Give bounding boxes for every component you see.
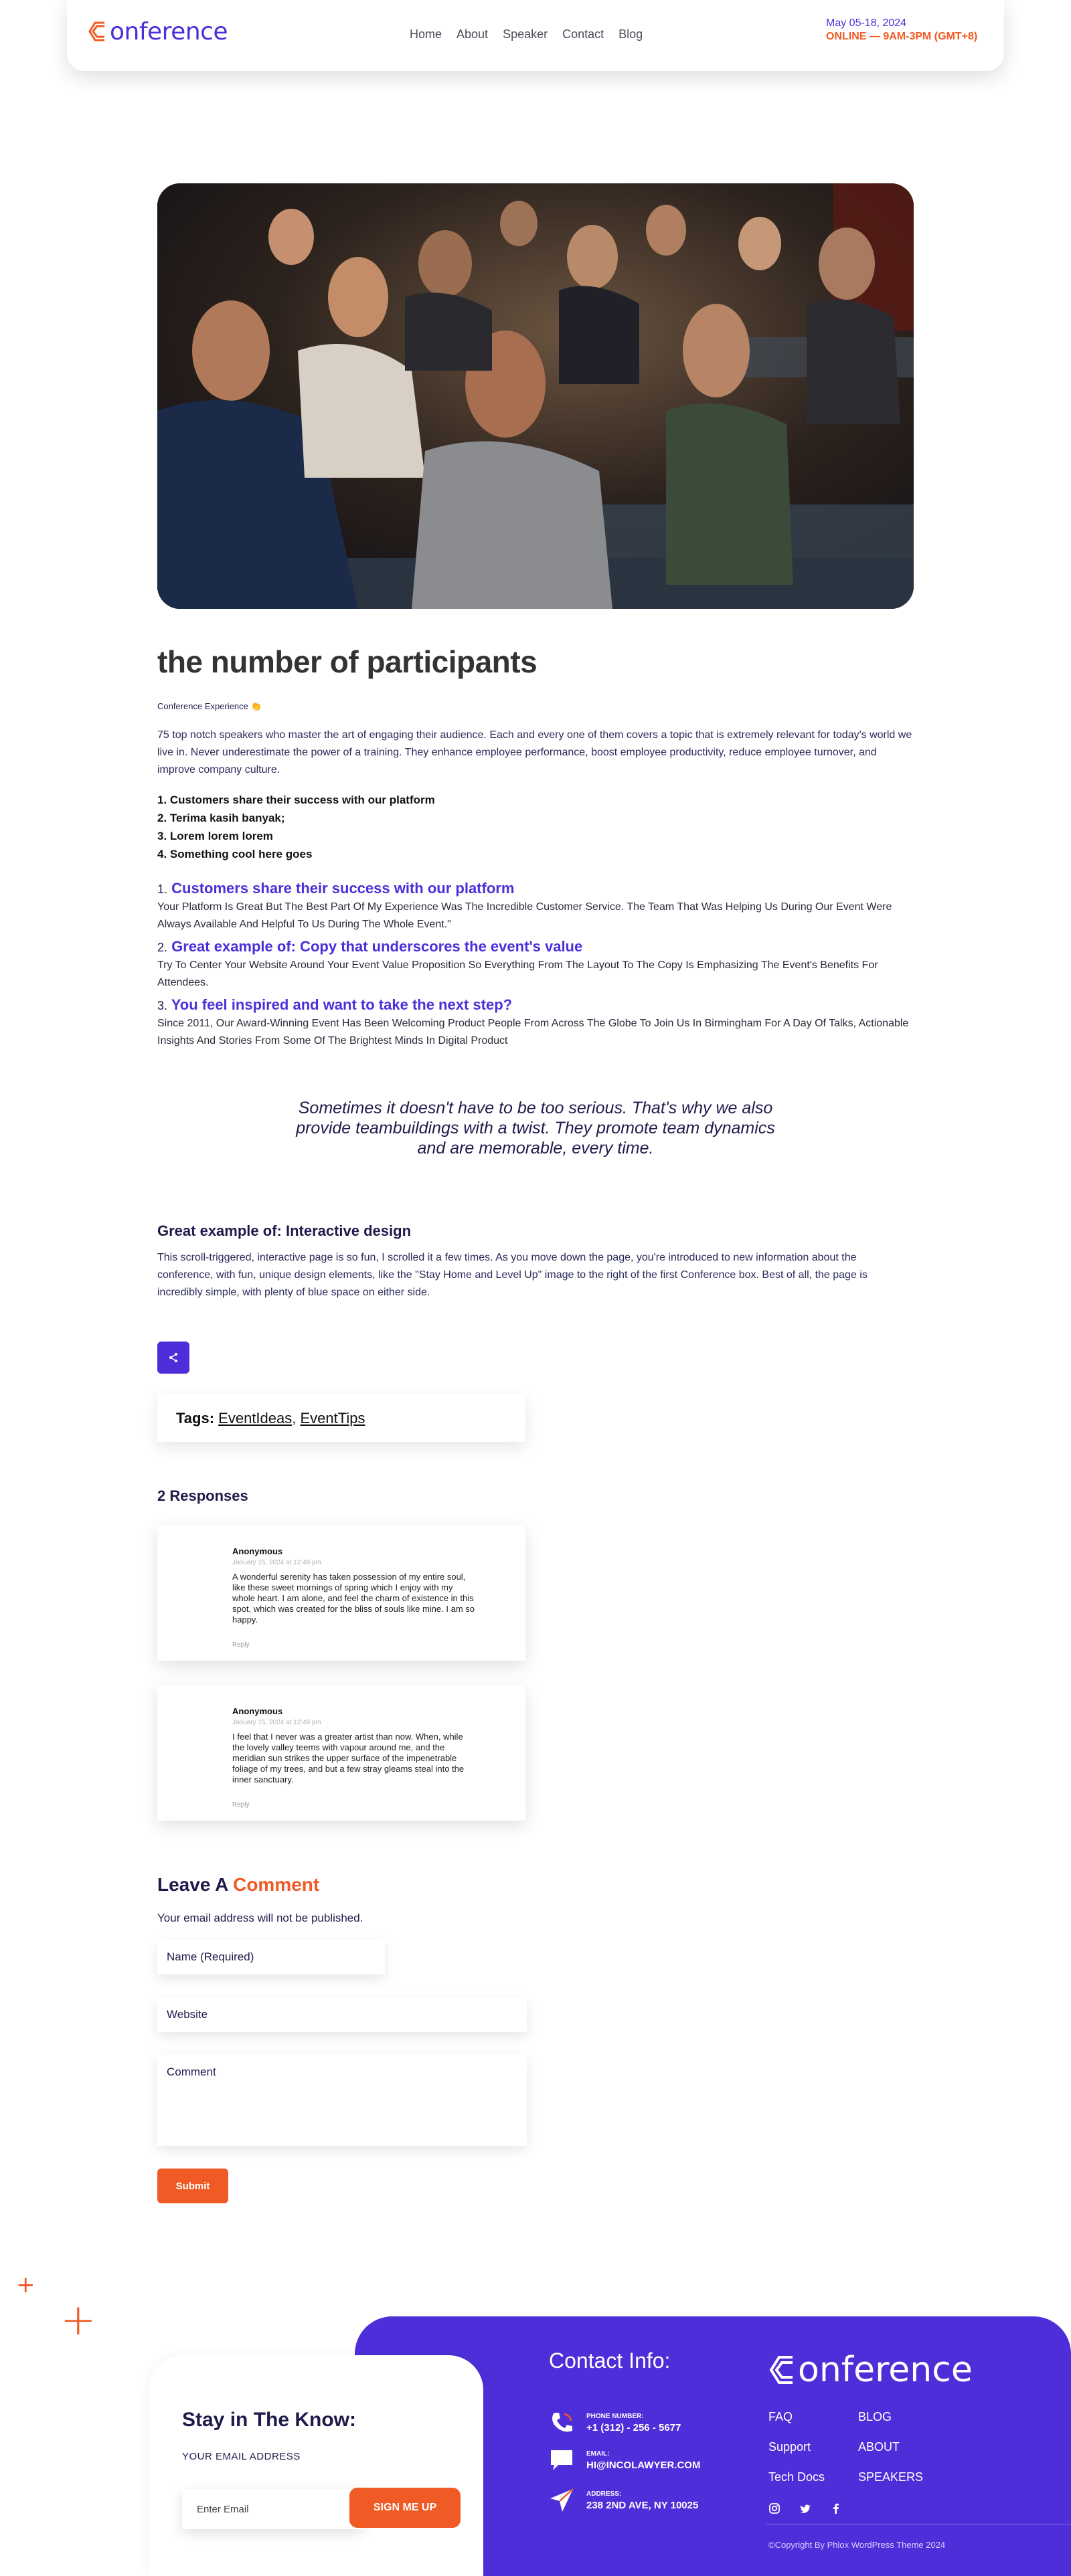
comment-textarea[interactable]: Comment	[157, 2055, 527, 2146]
leave-comment-prefix: Leave A	[157, 1874, 228, 1895]
reply-link[interactable]: Reply	[232, 1801, 250, 1809]
post-tags: Tags: EventIdeas, EventTips	[157, 1394, 525, 1442]
phone-icon	[549, 2410, 574, 2435]
subheading: Great example of: Interactive design	[157, 1222, 412, 1239]
footer-brand-name: onference	[798, 2350, 973, 2390]
reply-link[interactable]: Reply	[232, 1641, 250, 1649]
footer-link-about[interactable]: ABOUT	[858, 2440, 900, 2454]
contact-title: Contact Info:	[549, 2349, 671, 2373]
address-label: ADDRESS:	[586, 2490, 622, 2498]
category-link[interactable]: Conference Experience	[157, 701, 248, 711]
social-links	[768, 2502, 842, 2514]
post-section	[157, 879, 914, 933]
contact-email	[549, 2448, 700, 2473]
audience-photo	[157, 183, 914, 609]
comment-author: Anonymous	[232, 1546, 283, 1556]
section-number: 2.	[157, 941, 168, 954]
logo-mark-icon	[86, 17, 108, 45]
section-title	[157, 937, 914, 957]
tag-link[interactable]: EventIdeas	[218, 1410, 293, 1427]
site-header	[67, 0, 1004, 71]
section-body: Your Platform Is Great But The Best Part Of My Experience Was The Incredible Customer Service. The Team That Was Helping Us During Our Event Were Always Available And Helpful To Us During The Whole Event."	[157, 901, 892, 930]
footer-link-blog[interactable]: BLOG	[858, 2410, 892, 2423]
comment-author: Anonymous	[232, 1706, 283, 1716]
nav-home[interactable]: Home	[410, 27, 442, 41]
section-heading: You feel inspired and want to take the next step?	[171, 996, 513, 1013]
list-item: 3. Lorem lorem lorem	[157, 830, 273, 842]
list-item: 2. Terima kasih banyak;	[157, 812, 285, 824]
newsletter-label: YOUR EMAIL ADDRESS	[182, 2451, 301, 2462]
footer-link-support[interactable]: Support	[768, 2440, 811, 2454]
twitter-icon[interactable]	[799, 2502, 811, 2514]
submit-button[interactable]: Submit	[157, 2169, 228, 2203]
plus-decor-icon: +	[60, 2296, 96, 2345]
post-title: the number of participants	[157, 644, 538, 679]
chat-icon	[549, 2448, 574, 2473]
section-body: Since 2011, Our Award-Winning Event Has Been Welcoming Product People From Across The Globe To Join Us In Birmingham For A Day Of Talks, Actionable Insights And Stories From Some Of The Brightest Minds In Digital Product	[157, 1018, 909, 1046]
post-body-2: This scroll-triggered, interactive page is so fun, I scrolled it a few times. As you move down the page, you're introduced to new information about the conference, with fun, unique design elements, like the "Stay Home and Level Up" image to the right of the first Conference box. Best of all, the page is incredibly simple, with plenty of blue space on either side.	[157, 1252, 868, 1298]
event-time: ONLINE — 9AM-3PM (GMT+8)	[826, 31, 978, 42]
footer-link-tech-docs[interactable]: Tech Docs	[768, 2470, 825, 2484]
address-value: 238 2ND AVE, NY 10025	[586, 2499, 699, 2511]
comment-date: January 15, 2024 at 12:49 pm	[232, 1559, 321, 1566]
post-article	[157, 644, 914, 2203]
footer-logo[interactable]	[766, 2350, 973, 2390]
section-title	[157, 879, 914, 899]
post-ordered-list	[157, 791, 914, 863]
copyright: ©Copyright By Phlox WordPress Theme 2024	[768, 2540, 946, 2550]
tag-link[interactable]: EventTips	[300, 1410, 365, 1427]
sign-me-up-button[interactable]: SIGN ME UP	[349, 2488, 461, 2528]
comment-text: I feel that I never was a greater artist than now. When, while the lovely valley teems with vapour around me, and the meridian sun strikes the upper surface of the impenetrable foliage of my trees, and but a few stray gleams steal into the inner sanctuary.	[232, 1732, 465, 1784]
section-heading: Great example of: Copy that underscores the event's value	[171, 938, 583, 955]
comment-note: Your email address will not be published.	[157, 1912, 363, 1924]
nav-about[interactable]: About	[457, 27, 489, 41]
footer-links	[768, 2410, 938, 2484]
section-number: 3.	[157, 999, 168, 1012]
name-field[interactable]: Name (Required)	[157, 1940, 385, 1974]
comment-text: A wonderful serenity has taken possession of my entire soul, like these sweet mornings of spring which I enjoy with my whole heart. I am alone, and feel the charm of existence in this spot, which was created for the bliss of souls like mine. I am so happy.	[232, 1572, 475, 1625]
instagram-icon[interactable]	[768, 2502, 780, 2514]
post-section	[157, 937, 914, 992]
leave-comment-accent: Comment	[233, 1874, 320, 1895]
location-arrow-icon	[549, 2488, 574, 2513]
website-field[interactable]: Website	[157, 1997, 527, 2032]
plus-decor-icon: +	[16, 2272, 35, 2298]
logo[interactable]	[86, 17, 228, 45]
contact-phone	[549, 2410, 681, 2435]
event-info	[826, 17, 977, 43]
section-title	[157, 996, 914, 1015]
facebook-icon[interactable]	[830, 2502, 842, 2514]
share-icon	[168, 1352, 179, 1363]
email-value[interactable]: HI@INCOLAWYER.COM	[586, 2459, 701, 2471]
nav-speaker[interactable]: Speaker	[503, 27, 548, 41]
phone-value[interactable]: +1 (312) - 256 - 5677	[586, 2421, 681, 2433]
post-intro: 75 top notch speakers who master the art of engaging their audience. Each and every one of them covers a topic that is extremely relevant for today's world we live in. Never underestimate the power of a training. They enhance employee performance, boost employee productivity, reduce employee turnover, and improve company culture.	[157, 729, 912, 775]
comment-card	[157, 1685, 525, 1821]
post-category	[157, 701, 914, 712]
footer-link-faq[interactable]: FAQ	[768, 2410, 793, 2423]
hero-image	[157, 183, 914, 609]
event-date: May 05-18, 2024	[826, 17, 907, 29]
logo-mark-icon	[766, 2351, 798, 2389]
main-nav	[410, 27, 643, 41]
contact-address	[549, 2488, 698, 2513]
share-button[interactable]	[157, 1342, 189, 1374]
section-body: Try To Center Your Website Around Your Event Value Proposition So Everything From The Layout To The Copy Is Emphasizing The Event's Benefits For Attendees.	[157, 959, 878, 988]
comment-date: January 15, 2024 at 12:49 pm	[232, 1719, 321, 1726]
nav-blog[interactable]: Blog	[619, 27, 643, 41]
tags-label: Tags:	[176, 1410, 215, 1427]
nav-contact[interactable]: Contact	[562, 27, 604, 41]
post-section	[157, 996, 914, 1050]
list-item: 4. Something cool here goes	[157, 848, 313, 860]
email-label: EMAIL:	[586, 2450, 610, 2458]
clap-emoji: 👏	[250, 701, 262, 711]
phone-label: PHONE NUMBER:	[586, 2412, 644, 2420]
list-item: 1. Customers share their success with our platform	[157, 794, 435, 806]
newsletter-title: Stay in The Know:	[182, 2409, 357, 2431]
brand-name: onference	[110, 17, 228, 45]
comment-card	[157, 1525, 525, 1661]
footer-link-speakers[interactable]: SPEAKERS	[858, 2470, 924, 2484]
leave-comment-title	[157, 1874, 914, 1896]
newsletter-email-input[interactable]: Enter Email	[182, 2489, 363, 2529]
section-heading: Customers share their success with our platform	[171, 880, 515, 897]
responses-title: 2 Responses	[157, 1487, 248, 1504]
pull-quote: Sometimes it doesn't have to be too serious. That's why we also provide teambuildings with a twist. They promote team dynamics and are memorable, every time.	[296, 1099, 775, 1158]
section-number: 1.	[157, 883, 168, 896]
newsletter-card	[149, 2355, 483, 2576]
